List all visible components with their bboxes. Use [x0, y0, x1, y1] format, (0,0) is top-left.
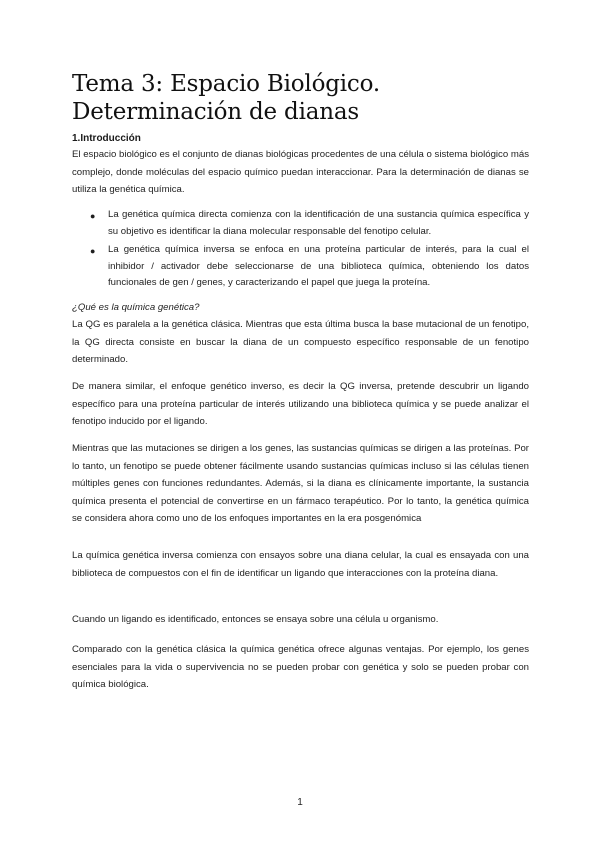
- body-paragraph: La QG es paralela a la genética clásica. Mientras que esta última busca la base mutacional de un fenotipo, la QG directa consiste en buscar la diana de un compuesto específico responsable de un fenotipo determinado.: [72, 319, 529, 365]
- bullet-item: [72, 207, 529, 240]
- body-paragraph: Cuando un ligando es identificado, entonces se ensaya sobre una célula u organismo.: [72, 614, 439, 625]
- section-heading: 1.Introducción: [72, 133, 141, 144]
- body-paragraph: Mientras que las mutaciones se dirigen a los genes, las sustancias químicas se dirigen a las proteínas. Por lo tanto, un fenotipo se puede obtener fácilmente usando sustancias químicas incluso si las células tienen múltiples genes con funciones redundantes. Además, si la diana es clínicamente importante, la sustancia química presenta el potencial de convertirse en un fármaco terapéutico. Por lo tanto, la genética química se considera ahora como uno de los enfoques importantes en la era posgenómica: [72, 443, 529, 524]
- document-title: Tema 3: Espacio Biológico. Determinación de dianas: [72, 71, 380, 125]
- body-paragraph: La química genética inversa comienza con ensayos sobre una diana celular, la cual es ensayada con una biblioteca de compuestos con el fin de identificar un ligando que interacciones con la proteína diana.: [72, 550, 529, 579]
- bullet-text: La genética química inversa se enfoca en una proteína particular de interés, para la cual el inhibidor / activador debe seleccionarse de una biblioteca química, obteniendo los datos funcionales de gen / genes, y caracterizando el papel que juega la proteína.: [108, 244, 529, 289]
- body-paragraph: Comparado con la genética clásica la química genética ofrece algunas ventajas. Por ejemplo, los genes esenciales para la vida o supervivencia no se pueden probar con genética y solo se pueden probar con química biológica.: [72, 644, 529, 690]
- bullet-icon: ●: [90, 211, 96, 221]
- body-paragraph: De manera similar, el enfoque genético inverso, es decir la QG inversa, pretende descubrir un ligando específico para una proteína particular de interés utilizando una biblioteca química y se puede analizar el fenotipo inducido por el ligando.: [72, 381, 529, 427]
- intro-paragraph: El espacio biológico es el conjunto de dianas biológicas procedentes de una célula o sistema biológico más complejo, donde moléculas del espacio químico puedan interaccionar. Para la determinación de dianas se utiliza la genética química.: [72, 149, 529, 195]
- bullet-icon: ●: [90, 246, 96, 257]
- question-heading: ¿Qué es la química genética?: [72, 302, 200, 313]
- bullet-item: [72, 242, 529, 292]
- bullet-text: La genética química directa comienza con la identificación de una sustancia química específica y su objetivo es identificar la diana molecular responsable del fenotipo celular.: [108, 209, 529, 237]
- bullet-list: [72, 207, 529, 292]
- page-number: 1: [297, 797, 303, 808]
